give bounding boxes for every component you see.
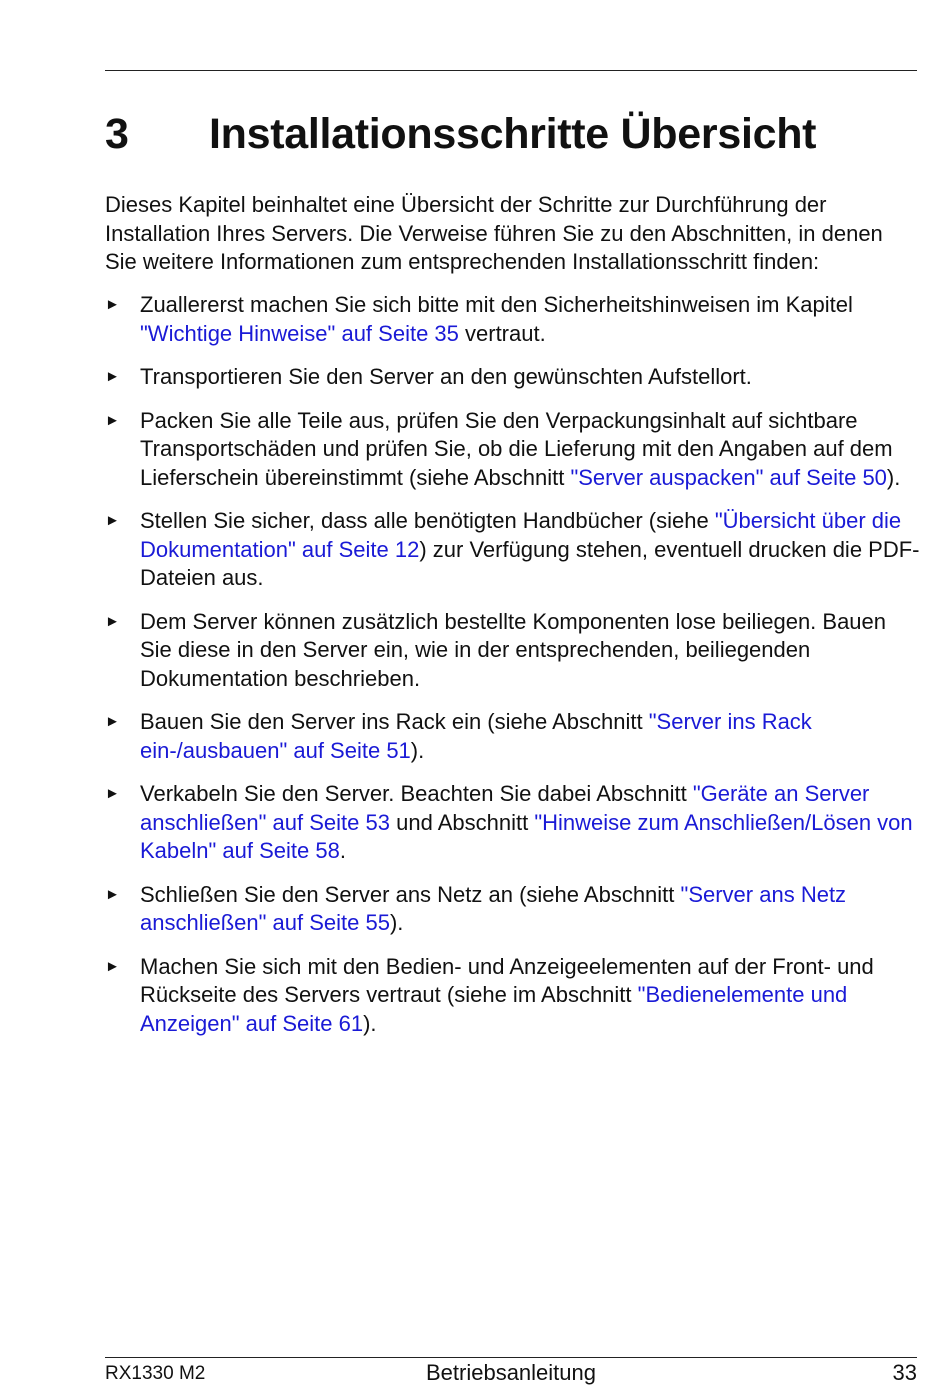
cross-reference-link[interactable]: "Bedienelemente und Anzeigen" auf Seite 61 [140,982,848,1036]
list-item: ► Stellen Sie sicher, dass alle benötigten Handbücher (siehe "Übersicht über die Dokumentation" auf Seite 12) zur Verfügung stehen, eventuell drucken die PDF-Dateien aus. [105,508,920,590]
chapter-heading [105,108,917,160]
list-item: ► Verkabeln Sie den Server. Beachten Sie dabei Abschnitt "Geräte an Server anschließen" auf Seite 53 und Abschnitt "Hinweise zum Anschließen/Lösen von Kabeln" auf Seite 58. [105,781,913,863]
footer-model: RX1330 M2 [105,1363,206,1384]
bullet-arrow-icon: ► [105,411,120,429]
steps-list [105,291,920,1053]
bullet-arrow-icon: ► [105,957,120,975]
list-item: ► Dem Server können zusätzlich bestellte Komponenten lose beiliegen. Bauen Sie diese in den Server ein, wie in der entsprechenden, beiliegenden Dokumentation beschrieben. [105,608,887,691]
list-item: ► Schließen Sie den Server ans Netz an (siehe Abschnitt "Server ans Netz anschließen" auf Seite 55). [105,881,847,935]
bullet-arrow-icon: ► [105,885,120,903]
bullet-arrow-icon: ► [105,612,120,630]
list-item: ► Bauen Sie den Server ins Rack ein (siehe Abschnitt "Server ins Rack ein-/ausbauen" auf Seite 51). [105,709,812,763]
list-item: ► Packen Sie alle Teile aus, prüfen Sie den Verpackungsinhalt auf sichtbare Transportschäden und prüfen Sie, ob die Lieferung mit den Angaben auf dem Lieferschein übereinstimmt (siehe Abschnitt "Server auspacken" auf Seite 50). [105,407,901,490]
cross-reference-link[interactable]: "Server auspacken" auf Seite 50 [570,464,887,490]
cross-reference-link[interactable]: "Server ins Rack ein-/ausbauen" auf Seite 51 [140,709,812,763]
list-item: ► Machen Sie sich mit den Bedien- und Anzeigeelementen auf der Front- und Rückseite des Servers vertraut (siehe im Abschnitt "Bedienelemente und Anzeigen" auf Seite 61). [105,953,874,1036]
bullet-arrow-icon: ► [105,512,120,529]
bullet-arrow-icon: ► [105,785,120,802]
list-item: ► Transportieren Sie den Server an den gewünschten Aufstellort. [105,363,920,392]
header-rule [105,70,917,71]
cross-reference-link[interactable]: "Übersicht über die Dokumentation" auf Seite 12 [140,508,902,562]
bullet-arrow-icon: ► [105,713,120,730]
list-item: ► Zuallererst machen Sie sich bitte mit den Sicherheitshinweisen im Kapitel "Wichtige Hinweise" auf Seite 35 vertraut. [105,292,853,346]
intro-paragraph: Dieses Kapitel beinhaltet eine Übersicht der Schritte zur Durchführung der Installation Ihres Servers. Die Verweise führen Sie zu den Abschnitten, in denen Sie weitere Informationen zum entsprechenden Installationsschritt finden: [105,192,883,274]
cross-reference-link[interactable]: "Wichtige Hinweise" auf Seite 35 [140,320,459,346]
page-number: 33 [892,1360,917,1385]
cross-reference-link[interactable]: "Geräte an Server anschließen" auf Seite 53 [140,781,870,835]
chapter-title: Installationsschritte Übersicht [209,110,817,158]
cross-reference-link[interactable]: "Server ans Netz anschließen" auf Seite 55 [140,881,847,935]
footer-doc-title: Betriebsanleitung [425,1360,596,1385]
bullet-arrow-icon: ► [105,368,120,385]
cross-reference-link[interactable]: "Hinweise zum Anschließen/Lösen von Kabeln" auf Seite 58 [140,809,913,863]
page-footer [105,1360,917,1386]
bullet-arrow-icon: ► [105,296,120,313]
footer-rule [105,1357,917,1358]
chapter-number: 3 [105,110,129,158]
